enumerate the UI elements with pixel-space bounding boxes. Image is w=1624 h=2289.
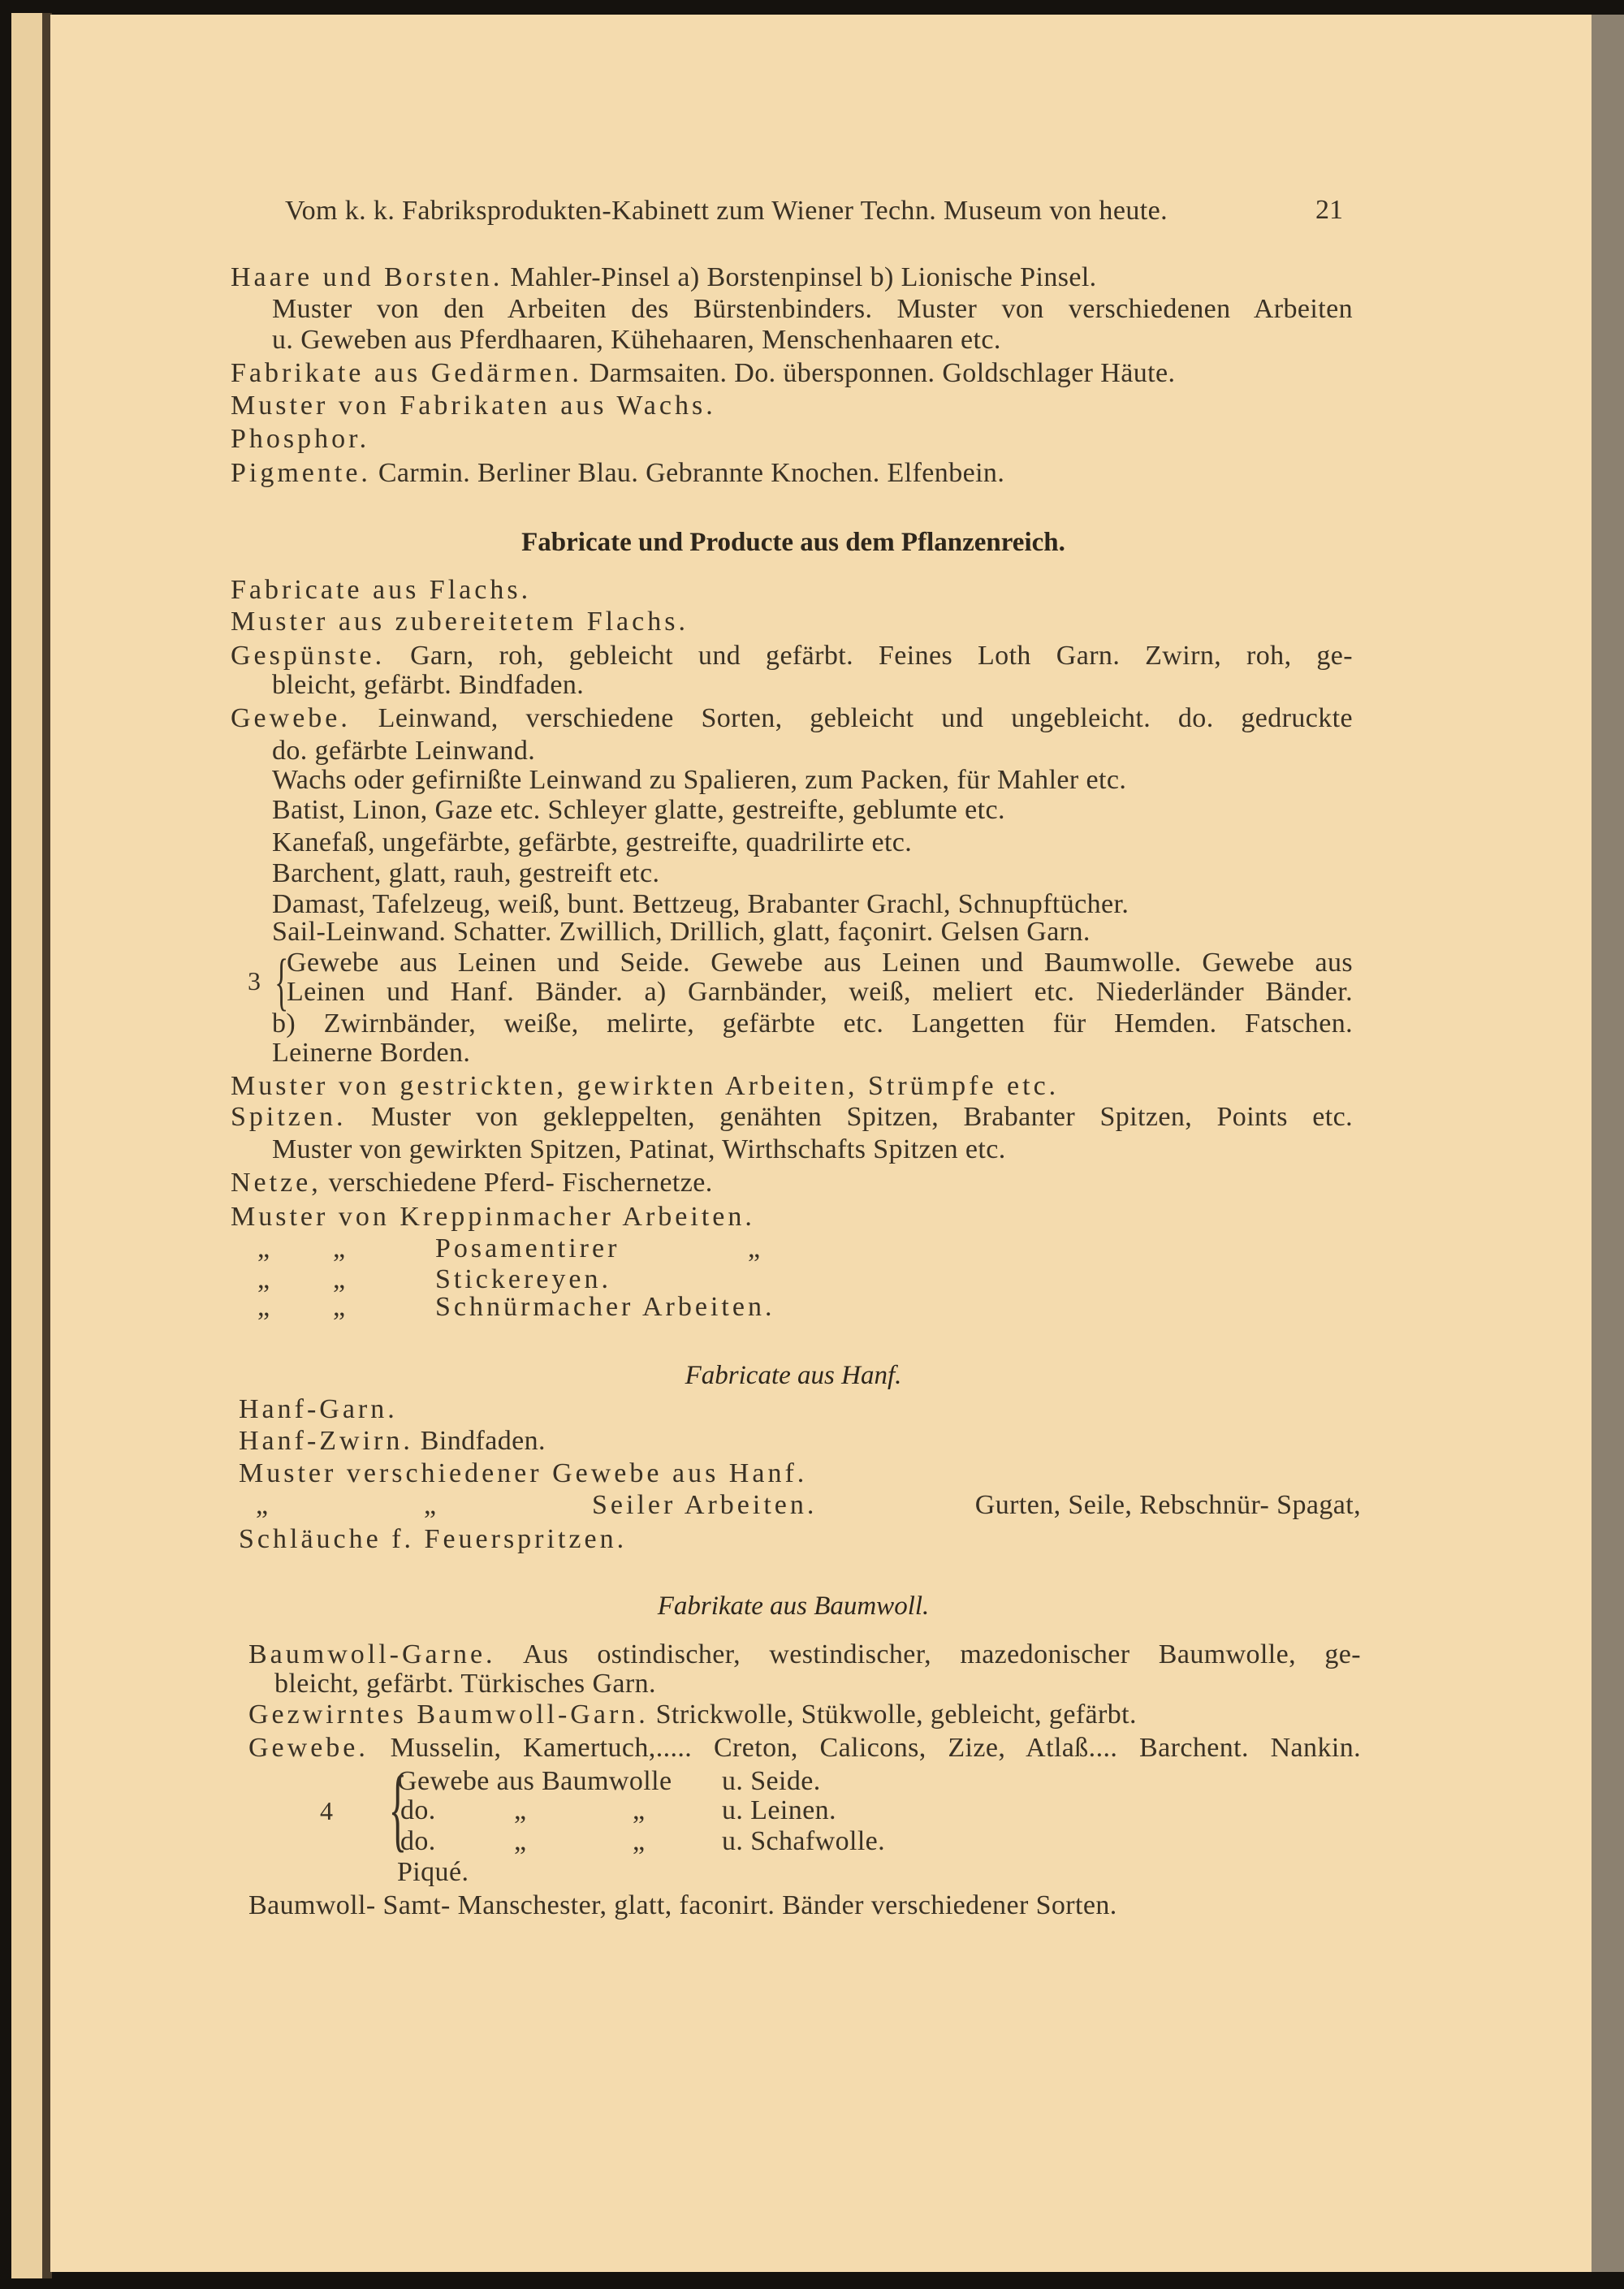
line-column-text: Schnürmacher Arbeiten. bbox=[435, 1292, 775, 1322]
entry-term: Phosphor. bbox=[231, 424, 370, 454]
line-column-text: do. bbox=[400, 1795, 436, 1825]
entry-term: Schläuche f. Feuerspritzen. bbox=[239, 1524, 628, 1554]
text-line bbox=[248, 1732, 1361, 1764]
text-line bbox=[239, 1425, 546, 1458]
text-line bbox=[272, 1008, 1353, 1040]
entry-term: Hanf-Garn. bbox=[239, 1394, 398, 1424]
text-line bbox=[272, 735, 535, 767]
entry-text: Garn, roh, gebleicht und gefärbt. Feines Loth Garn. Zwirn, roh, ge- bbox=[385, 641, 1353, 671]
text-line bbox=[272, 669, 584, 702]
entry-term: Baumwoll-Garne. bbox=[248, 1639, 496, 1669]
entry-text: Batist, Linon, Gaze etc. Schleyer glatte, gestreifte, geblumte etc. bbox=[272, 795, 1005, 825]
entry-text: Leinerne Borden. bbox=[272, 1038, 471, 1068]
entry-text: do. gefärbte Leinwand. bbox=[272, 736, 536, 766]
line-column-text: Seiler Arbeiten. bbox=[592, 1490, 818, 1520]
entry-term: Fabrikate aus Gedärmen. bbox=[231, 358, 582, 388]
entry-term: Muster von Kreppinmacher Arbeiten. bbox=[231, 1202, 755, 1232]
entry-term: Muster von Fabrikaten aus Wachs. bbox=[231, 391, 716, 421]
text-line bbox=[231, 1201, 755, 1233]
text-line bbox=[287, 947, 1353, 979]
running-header: Vom k. k. Fabriksprodukten-Kabinett zum Wiener Techn. Museum von heute. bbox=[285, 196, 1168, 226]
entry-term: Gewebe. bbox=[248, 1733, 369, 1763]
ditto-mark: „ bbox=[514, 1826, 527, 1856]
entry-term: Pigmente. bbox=[231, 458, 371, 488]
entry-text: Muster von gekleppelten, genähten Spitzen, Brabanter Spitzen, Points etc. bbox=[346, 1102, 1353, 1132]
text-line bbox=[231, 606, 689, 638]
ditto-mark: „ bbox=[256, 1490, 269, 1520]
entry-text: Muster von den Arbeiten des Bürstenbinders. Muster von verschiedenen Arbeiten bbox=[272, 294, 1353, 324]
entry-text: Gewebe aus Leinen und Seide. Gewebe aus Leinen und Baumwolle. Gewebe aus bbox=[287, 948, 1353, 978]
entry-term: Haare und Borsten. bbox=[231, 262, 503, 292]
ditto-mark: „ bbox=[748, 1233, 761, 1263]
text-line bbox=[248, 1639, 1361, 1671]
brace-group-3: { bbox=[274, 946, 289, 1017]
line-column-text: Gurten, Seile, Rebschnür- Spagat, bbox=[974, 1490, 1361, 1520]
group-marker-3: 3 bbox=[248, 966, 261, 995]
subsection-heading-hemp: Fabricate aus Hanf. bbox=[685, 1361, 902, 1390]
subsection-heading-cotton: Fabrikate aus Baumwoll. bbox=[657, 1592, 930, 1621]
entry-text: Darmsaiten. Do. übersponnen. Goldschlager Häute. bbox=[581, 358, 1176, 388]
line-column-text: Posamentirer bbox=[435, 1233, 620, 1263]
line-column-text: u. Seide. bbox=[722, 1766, 821, 1796]
entry-term: Muster aus zubereitetem Flachs. bbox=[231, 607, 689, 637]
text-line bbox=[239, 1523, 627, 1556]
text-line bbox=[231, 457, 1004, 490]
text-line bbox=[272, 1134, 1006, 1166]
brace-group-4: { bbox=[388, 1757, 407, 1861]
entry-term: Muster verschiedener Gewebe aus Hanf. bbox=[239, 1458, 808, 1488]
entry-text: Mahler-Pinsel a) Borstenpinsel b) Lionische Pinsel. bbox=[503, 262, 1097, 292]
entry-text: Carmin. Berliner Blau. Gebrannte Knochen. Elfenbein. bbox=[370, 458, 1005, 488]
text-line bbox=[248, 1699, 1137, 1731]
ditto-mark: „ bbox=[333, 1292, 346, 1322]
line-column-text: Stickereyen. bbox=[435, 1264, 611, 1294]
entry-text: Aus ostindischer, westindischer, mazedonischer Baumwolle, ge- bbox=[495, 1639, 1361, 1669]
entry-text: b) Zwirnbänder, weiße, melirte, gefärbte etc. Langetten für Hemden. Fatschen. bbox=[272, 1008, 1353, 1039]
ditto-mark: „ bbox=[257, 1233, 270, 1263]
text-line bbox=[274, 1668, 656, 1700]
entry-text: Wachs oder gefirnißte Leinwand zu Spalieren, zum Packen, für Mahler etc. bbox=[272, 765, 1127, 795]
ditto-mark: „ bbox=[333, 1233, 346, 1263]
entry-text: Musselin, Kamertuch,..... Creton, Calicons, Zize, Atlaß.... Barchent. Nankin. bbox=[368, 1733, 1361, 1763]
text-line bbox=[272, 293, 1353, 326]
text-line bbox=[272, 324, 1001, 356]
text-line bbox=[231, 1101, 1353, 1134]
entry-text: Muster von gewirkten Spitzen, Patinat, Wirthschafts Spitzen etc. bbox=[272, 1134, 1006, 1164]
group-marker-4: 4 bbox=[320, 1796, 333, 1825]
ditto-mark: „ bbox=[633, 1795, 646, 1825]
text-line bbox=[231, 1167, 713, 1199]
ditto-mark: „ bbox=[424, 1490, 437, 1520]
entry-text: Baumwoll- Samt- Manschester, glatt, faconirt. Bänder verschiedener Sorten. bbox=[248, 1890, 1117, 1920]
entry-text: Bindfaden. bbox=[412, 1426, 546, 1456]
line-column-text: do. bbox=[400, 1826, 436, 1856]
entry-term: Spitzen. bbox=[231, 1102, 347, 1132]
line-column-text: u. Schafwolle. bbox=[722, 1826, 886, 1856]
text-line bbox=[272, 1037, 470, 1069]
text-line bbox=[272, 764, 1126, 797]
entry-text: u. Geweben aus Pferdhaaren, Kühehaaren, Menschenhaaren etc. bbox=[272, 325, 1001, 355]
text-line bbox=[287, 976, 1353, 1008]
line-column-text: Gewebe aus Baumwolle bbox=[397, 1766, 672, 1796]
text-line bbox=[231, 640, 1353, 672]
ditto-mark: „ bbox=[257, 1292, 270, 1322]
text-line bbox=[231, 390, 716, 422]
entry-text: Strickwolle, Stükwolle, gebleicht, gefärbt. bbox=[648, 1699, 1137, 1730]
ditto-mark: „ bbox=[633, 1826, 646, 1856]
text-line bbox=[239, 1458, 807, 1490]
entry-text: verschiedene Pferd- Fischernetze. bbox=[321, 1168, 713, 1198]
text-line bbox=[248, 1890, 1117, 1922]
text-line bbox=[231, 261, 1097, 294]
text-line bbox=[397, 1856, 469, 1889]
section-heading-plant: Fabricate und Producte aus dem Pflanzenreich. bbox=[521, 528, 1065, 557]
entry-text: Damast, Tafelzeug, weiß, bunt. Bettzeug, Brabanter Grachl, Schnupftücher. bbox=[272, 889, 1129, 919]
text-line bbox=[231, 357, 1175, 390]
text-line bbox=[231, 1070, 1059, 1103]
page-right-edge bbox=[1592, 15, 1624, 2272]
entry-term: Fabricate aus Flachs. bbox=[231, 575, 532, 605]
ditto-mark: „ bbox=[514, 1795, 527, 1825]
text-line bbox=[272, 857, 659, 890]
entry-term: Gezwirntes Baumwoll-Garn. bbox=[248, 1699, 649, 1730]
page-number: 21 bbox=[1315, 195, 1343, 225]
entry-text: bleicht, gefärbt. Bindfaden. bbox=[272, 670, 585, 700]
entry-text: Leinen und Hanf. Bänder. a) Garnbänder, weiß, meliert etc. Niederländer Bänder. bbox=[287, 977, 1353, 1007]
line-column-text: u. Leinen. bbox=[722, 1795, 836, 1825]
ditto-mark: „ bbox=[257, 1264, 270, 1294]
text-line bbox=[239, 1393, 398, 1426]
text-line bbox=[231, 574, 531, 607]
entry-term: Gespünste. bbox=[231, 641, 386, 671]
text-line bbox=[231, 423, 369, 456]
entry-text: Kanefaß, ungefärbte, gefärbte, gestreifte, quadrilirte etc. bbox=[272, 827, 913, 857]
previous-page-edge bbox=[11, 13, 44, 2278]
entry-term: Muster von gestrickten, gewirkten Arbeiten, Strümpfe etc. bbox=[231, 1071, 1060, 1101]
entry-term: Hanf-Zwirn. bbox=[239, 1426, 413, 1456]
ditto-mark: „ bbox=[333, 1264, 346, 1294]
entry-text: Barchent, glatt, rauh, gestreift etc. bbox=[272, 858, 660, 888]
entry-text: Sail-Leinwand. Schatter. Zwillich, Drillich, glatt, façonirt. Gelsen Garn. bbox=[272, 917, 1091, 947]
entry-text: Leinwand, verschiedene Sorten, gebleicht und ungebleicht. do. gedruckte bbox=[350, 703, 1353, 733]
entry-term: Netze, bbox=[231, 1168, 322, 1198]
text-line bbox=[272, 827, 912, 859]
entry-term: Gewebe. bbox=[231, 703, 351, 733]
entry-text: bleicht, gefärbt. Türkisches Garn. bbox=[274, 1669, 656, 1699]
entry-text: Piqué. bbox=[397, 1857, 469, 1887]
text-line bbox=[272, 794, 1005, 827]
text-line bbox=[272, 916, 1091, 948]
text-line bbox=[231, 702, 1353, 735]
